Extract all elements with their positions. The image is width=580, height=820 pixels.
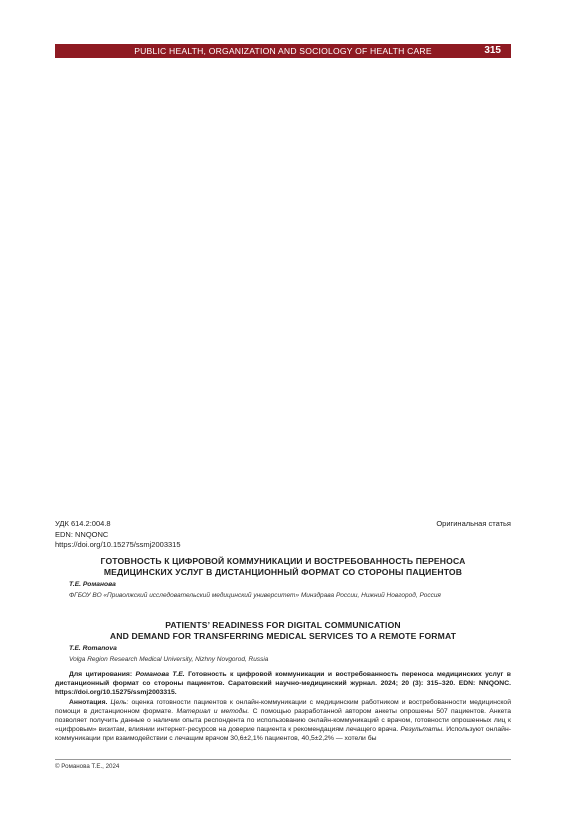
doi-link[interactable]: https://doi.org/10.15275/ssmj2003315 [55,540,181,549]
citation-text: Готовность к цифровой коммуникации и востребованность переноса медицинских услуг в дистанционный формат со стороны пациентов. Саратовский научно-медицинский журнал. 2024; 20 (3): 315–320. EDN: NNQONC. https://doi.org/10.15275/ssmj2003315. [55,671,511,696]
citation-block [55,671,511,698]
journal-section-title: PUBLIC HEALTH, ORGANIZATION AND SOCIOLOGY OF HEALTH CARE [134,46,432,56]
article-type-label: Оригинальная статья [436,519,511,528]
abstract-methods-label: Материал и методы. [176,707,250,715]
copyright-notice: © Романова Т.Е., 2024 [55,763,120,770]
edn-code: EDN: NNQONC [55,529,109,539]
abstract-goal-text: оценка готовности пациентов к онлайн-коммуникации с медицинским работником и востребованности медицинской помощи в дистанционном формате. [55,699,511,715]
title-ru-line: ГОТОВНОСТЬ К ЦИФРОВОЙ КОММУНИКАЦИИ И ВОСТРЕБОВАННОСТЬ ПЕРЕНОСА [100,556,466,566]
article-title-ru [55,556,511,578]
citation-author: Романова Т.Е. [135,671,185,678]
page-number: 315 [484,45,501,56]
author-en: T.E. Romanova [69,645,117,652]
abstract-methods-text: С помощью разработанной автором анкеты опрошены 507 пациентов. Анкета позволяет получить данные о наличии опыта респондента по использованию онлайн-коммуникаций с врачом, готовности опрошенных лиц к «цифровым» визитам, влиянии интернет-ресурсов на доверие пациента к рекомендациям лечащего врача. [55,707,512,733]
footer-divider [55,759,511,760]
author-ru: Т.Е. Романова [69,581,116,588]
abstract-results-text: Используют онлайн-коммуникации при взаимодействии с лечащим врачом 30,6±2,1% пациентов, 40,5±2,2% — хотели бы [55,725,511,742]
abstract-block [55,699,511,744]
title-en-line: AND DEMAND FOR TRANSFERRING MEDICAL SERVICES TO A REMOTE FORMAT [109,631,457,641]
title-ru-line: МЕДИЦИНСКИХ УСЛУГ В ДИСТАНЦИОННЫЙ ФОРМАТ СО СТОРОНЫ ПАЦИЕНТОВ [103,567,463,577]
title-en-line: PATIENTS’ READINESS FOR DIGITAL COMMUNICATION [165,620,401,630]
affiliation-en: Volga Region Research Medical University, Nizhny Novgorod, Russia [69,656,269,663]
abstract-results-label: Результаты. [400,725,445,733]
affiliation-ru: ФГБОУ ВО «Приволжский исследовательский медицинский университет» Минздрава России, Нижний Новгород, Россия [69,592,441,599]
abstract-goal-label: Цель: [110,699,129,706]
udc-code: УДК 614.2:004.8 [55,519,111,528]
journal-header-bar [55,44,511,58]
abstract-label: Аннотация. [69,699,108,706]
article-identifiers [55,519,181,551]
article-title-en [55,620,511,642]
citation-label: Для цитирования: [69,671,133,678]
